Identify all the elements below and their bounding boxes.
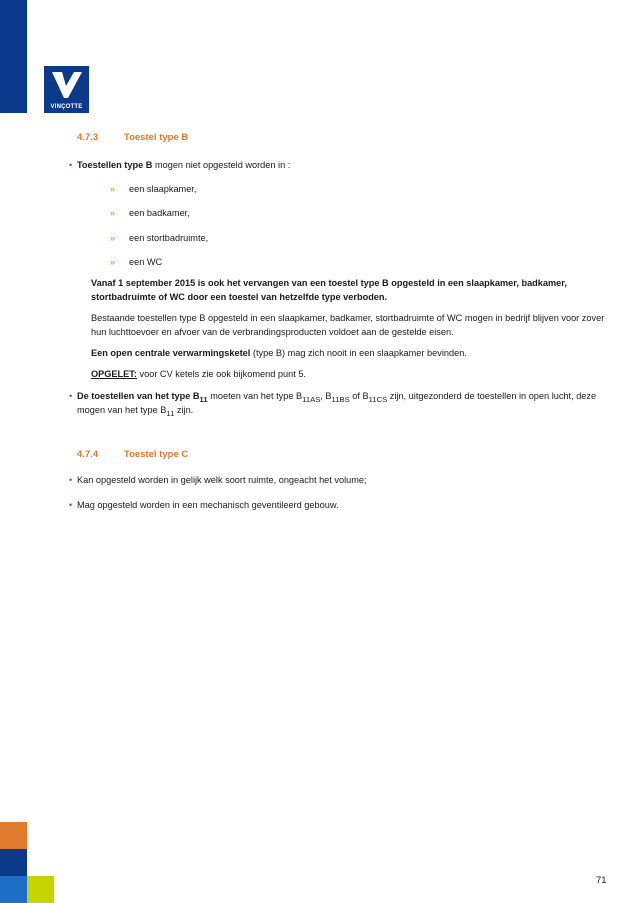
sub-list-item (110, 256, 607, 269)
bullet-item (69, 390, 607, 420)
opgelet-text: voor CV ketels zie ook bijkomend punt 5. (136, 369, 306, 380)
page-number: 71 (596, 875, 607, 886)
sub-item-text: een badkamer, (129, 208, 190, 219)
sub-item-text: een WC (129, 257, 163, 268)
paragraph-vanaf: Vanaf 1 september 2015 is ook het vervangen van een toestel type B opgesteld in een slaapkamer, badkamer, stortbadruimte of WC door een toestel van hetzelfde type verboden. (91, 278, 567, 302)
subscript: 11BS (331, 394, 350, 404)
bullet-icon: • (69, 159, 73, 170)
bullet-item (69, 474, 607, 487)
opgelet-label: OPGELET: (91, 369, 137, 380)
top-side-bar (0, 0, 27, 113)
bullet-text: , B (320, 390, 332, 401)
page-content (69, 131, 607, 512)
vincotte-logo (44, 66, 89, 113)
section-title: Toestel type B (124, 132, 189, 143)
sub-list (110, 183, 607, 269)
bullet-text: zijn. (174, 405, 194, 416)
double-chevron-icon: » (110, 232, 116, 243)
sub-list-item (110, 207, 607, 220)
section-number: 4.7.4 (77, 449, 99, 461)
paragraph-open-ketel (91, 347, 607, 360)
checkmark-icon (44, 66, 89, 102)
bullet-icon: • (69, 390, 73, 401)
logo-text: VINÇOTTE (50, 104, 83, 110)
sub-item-text: een stortbadruimte, (129, 232, 209, 243)
paragraph-opgelet (91, 368, 607, 381)
bullet-bold-text: De toestellen van het type B (77, 390, 200, 401)
section-heading-4-7-4 (77, 448, 607, 462)
bullet-bold-text: Toestellen type B (77, 159, 153, 170)
bullet-text: zijn, uitgezonderd de toestellen in open lucht, deze mogen van het type B (77, 390, 597, 416)
bullet-item (69, 159, 607, 172)
subscript: 11 (166, 409, 175, 419)
bullet-text: of B (349, 390, 369, 401)
bullet-icon: • (69, 475, 73, 486)
subscript: 11CS (368, 394, 388, 404)
paragraph-bold-text: Een open centrale verwarmingsketel (91, 347, 251, 358)
bullet-text: moeten van het type B (207, 390, 303, 401)
lime-color-block (27, 876, 54, 903)
section-number: 4.7.3 (77, 132, 99, 143)
paragraph-bestaande: Bestaande toestellen type B opgesteld in een slaapkamer, badkamer, stortbadruimte of WC mogen in bedrijf blijven voor zover hun luchttoevoer en afvoer van de verbrandingsproducten voldoet aan de gestelde eisen. (91, 313, 605, 337)
navy-color-block (0, 849, 27, 876)
sub-list-item (110, 232, 607, 245)
subscript: 11AS (302, 394, 321, 404)
blue-color-block (0, 876, 27, 903)
double-chevron-icon: » (110, 257, 116, 268)
paragraph-text: (type B) mag zich nooit in een slaapkamer bevinden. (250, 347, 467, 358)
bullet-item (69, 499, 607, 512)
orange-color-block (0, 822, 27, 849)
sub-item-text: een slaapkamer, (129, 184, 197, 195)
double-chevron-icon: » (110, 208, 116, 219)
bullet-text: mogen niet opgesteld worden in : (152, 159, 291, 170)
bullet-icon: • (69, 499, 73, 510)
section-title: Toestel type C (124, 449, 189, 461)
bullet-text: Kan opgesteld worden in gelijk welk soort ruimte, ongeacht het volume; (77, 475, 367, 486)
subscript: 11 (199, 394, 208, 404)
sub-list-item (110, 183, 607, 196)
bullet-text: Mag opgesteld worden in een mechanisch geventileerd gebouw. (77, 499, 339, 510)
double-chevron-icon: » (110, 184, 116, 195)
section-heading-4-7-3 (77, 131, 607, 145)
